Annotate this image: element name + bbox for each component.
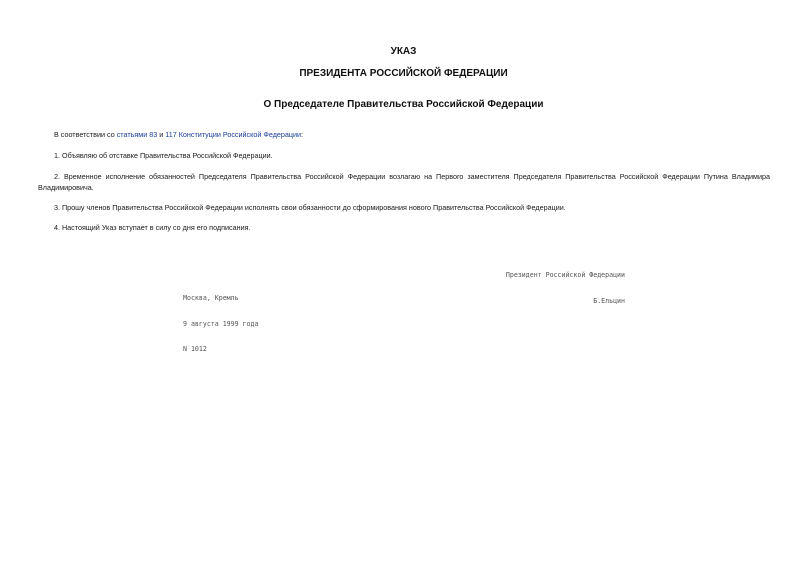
document-number: N 1012 <box>183 345 207 353</box>
paragraph-2: 2. Временное исполнение обязанностей Председателя Правительства Российской Федерации возлагаю на Первого заместителя Председателя Правительства Российской Федерации Путина Владимира Владимировича. <box>38 172 770 192</box>
document-issuer: ПРЕЗИДЕНТА РОССИЙСКОЙ ФЕДЕРАЦИИ <box>299 68 508 79</box>
paragraph-3: 3. Прошу членов Правительства Российской Федерации исполнять свои обязанности до сформирования нового Правительства Российской Федерации. <box>54 203 566 212</box>
link-article-117-constitution[interactable]: 117 Конституции Российской Федерации <box>165 130 302 139</box>
place-date-block <box>183 277 258 371</box>
preamble-suffix: : <box>301 130 304 139</box>
signature-name: Б.Ельцин <box>593 296 625 305</box>
paragraph-4: 4. Настоящий Указ вступает в силу со дня его подписания. <box>54 223 251 232</box>
place-date: 9 августа 1999 года <box>183 319 259 328</box>
paragraph-1: 1. Объявляю об отставке Правительства Российской Федерации. <box>54 151 273 160</box>
preamble-middle: и <box>157 130 166 139</box>
signature-block <box>440 254 625 322</box>
link-article-83[interactable]: статьями 83 <box>116 130 158 139</box>
place-location: Москва, Кремль <box>183 294 239 302</box>
preamble <box>38 129 770 140</box>
document-title: УКАЗ <box>390 46 417 57</box>
preamble-prefix: В соответствии со <box>54 130 117 139</box>
document-subject: О Председателе Правительства Российской Федерации <box>263 99 544 110</box>
signature-position: Президент Российской Федерации <box>505 271 625 279</box>
